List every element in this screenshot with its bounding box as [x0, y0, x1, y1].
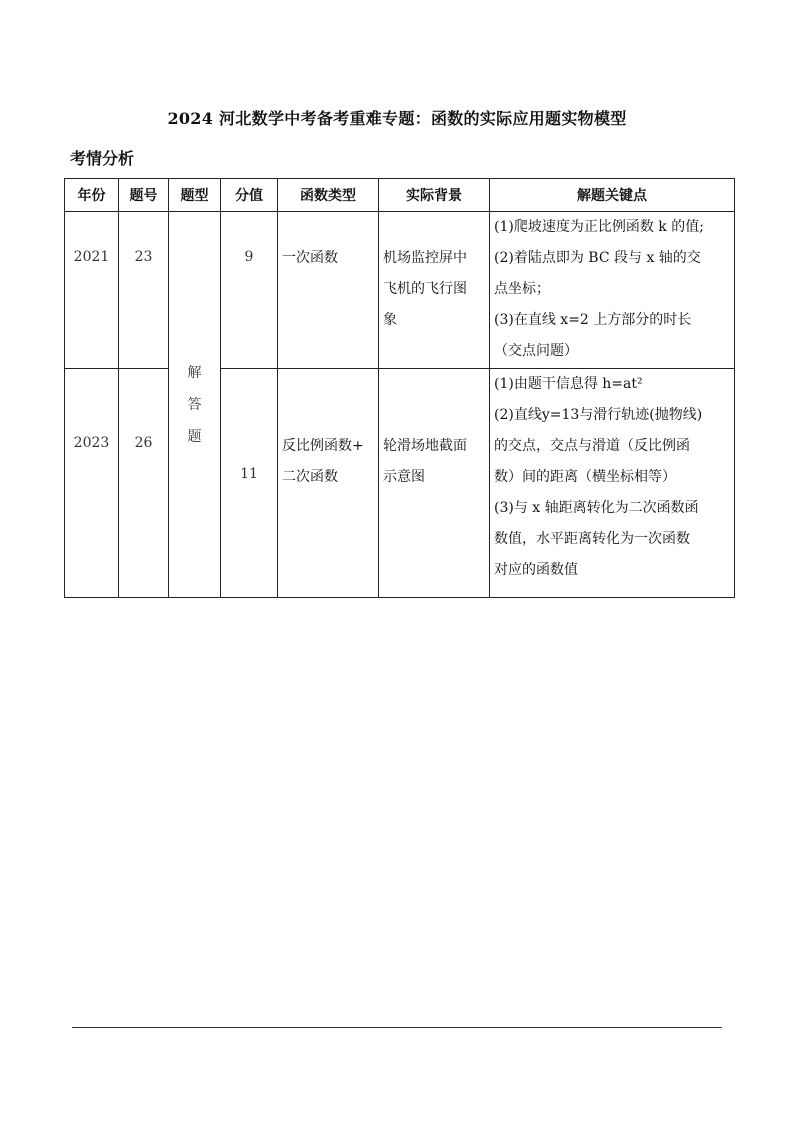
question-type-char: 解	[187, 364, 202, 381]
key-point-line: (3)在直线 x=2 上方部分的时长	[494, 312, 692, 328]
row2-background	[379, 369, 490, 598]
row1-key-points	[490, 212, 735, 369]
key-point-line: 数值，水平距离转化为一次函数	[494, 531, 690, 547]
key-point-line: (1)由题干信息得 h=at²	[494, 376, 643, 392]
key-point-line: (2)直线y=13与滑行轨迹(抛物线)	[494, 407, 703, 423]
table-header-row	[65, 179, 735, 212]
key-point-line: (1)爬坡速度为正比例函数 k 的值;	[494, 219, 704, 235]
key-point-line: 对应的函数值	[494, 562, 578, 578]
background-line: 象	[383, 312, 397, 328]
key-point-line: 点坐标；	[494, 281, 550, 297]
row1-function-type: 一次函数	[278, 212, 379, 369]
exam-analysis-table	[64, 178, 735, 598]
background-line: 机场监控屏中	[383, 250, 467, 266]
section-heading: 考情分析	[70, 149, 135, 168]
header-year: 年份	[65, 179, 119, 212]
background-line: 轮滑场地截面	[383, 438, 467, 454]
row2-function-type	[278, 369, 379, 598]
question-type-cell	[169, 212, 221, 598]
row1-score: 9	[221, 212, 278, 369]
background-line: 飞机的飞行图	[383, 281, 467, 297]
page-title: 2024 河北数学中考备考重难专题：函数的实际应用题实物模型	[167, 109, 627, 128]
header-function-type: 函数类型	[278, 179, 379, 212]
row2-year: 2023	[65, 369, 119, 598]
background-line: 示意图	[383, 469, 425, 485]
footer-divider	[72, 1027, 722, 1028]
row1-background	[379, 212, 490, 369]
function-type-line: 二次函数	[282, 469, 338, 485]
key-point-line: (3)与 x 轴距离转化为二次函数函	[494, 500, 699, 516]
key-point-line: 的交点，交点与滑道（反比例函	[494, 438, 690, 454]
header-score: 分值	[221, 179, 278, 212]
key-point-line: （交点问题）	[494, 343, 578, 359]
key-point-line: (2)着陆点即为 BC 段与 x 轴的交	[494, 250, 701, 266]
function-type-line: 反比例函数+	[282, 438, 364, 454]
question-type-char: 题	[187, 428, 202, 445]
row2-number: 26	[119, 369, 169, 598]
header-question-type: 题型	[169, 179, 221, 212]
table-row	[65, 369, 735, 598]
header-number: 题号	[119, 179, 169, 212]
row2-key-points	[490, 369, 735, 598]
header-background: 实际背景	[379, 179, 490, 212]
table-row	[65, 212, 735, 369]
row1-year: 2021	[65, 212, 119, 369]
header-key-points: 解题关键点	[490, 179, 735, 212]
question-type-char: 答	[187, 396, 202, 413]
row2-score: 11	[221, 369, 278, 598]
row1-number: 23	[119, 212, 169, 369]
key-point-line: 数）间的距离（横坐标相等）	[494, 469, 676, 485]
